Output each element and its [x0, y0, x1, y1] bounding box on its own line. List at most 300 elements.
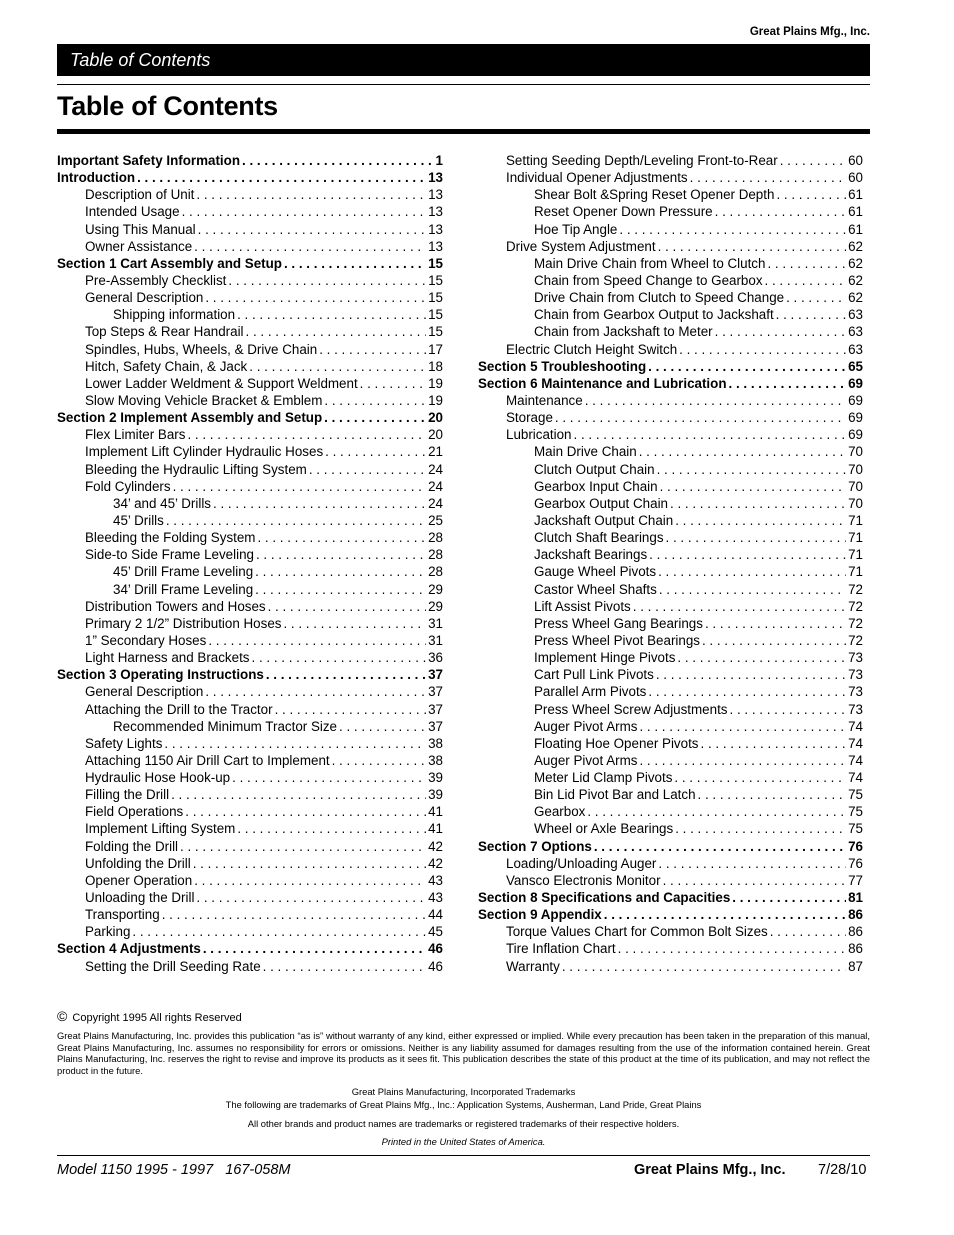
toc-entry-title: Section 2 Implement Assembly and Setup	[57, 410, 323, 426]
toc-leader-dots	[765, 273, 847, 288]
toc-entry-page: 74	[848, 770, 863, 786]
toc-entry[interactable]	[57, 959, 443, 976]
toc-leader-dots	[675, 821, 846, 836]
toc-leader-dots	[658, 239, 847, 254]
toc-entry[interactable]	[57, 753, 443, 770]
toc-entry-title: Folding the Drill	[85, 838, 179, 854]
toc-entry-page: 60	[848, 153, 863, 168]
toc-leader-dots	[266, 667, 426, 682]
toc-entry[interactable]	[57, 324, 443, 341]
toc-entry[interactable]	[57, 462, 443, 479]
toc-leader-dots	[656, 667, 846, 682]
toc-entry-page: 15	[428, 307, 443, 323]
toc-entry[interactable]	[478, 427, 863, 444]
toc-entry-page: 72	[848, 598, 863, 614]
toc-entry-page: 87	[848, 958, 863, 974]
toc-leader-dots	[786, 290, 846, 305]
toc-entry-title: Lift Assist Pivots	[534, 598, 631, 614]
toc-entry-title: Slow Moving Vehicle Bracket & Emblem	[85, 392, 323, 408]
toc-entry-page: 70	[848, 461, 863, 477]
toc-entry[interactable]	[478, 410, 863, 427]
toc-entry[interactable]	[478, 256, 863, 273]
toc-entry[interactable]	[478, 821, 863, 838]
toc-leader-dots	[585, 393, 846, 408]
toc-entry-title: Gearbox	[534, 804, 586, 820]
toc-entry[interactable]	[478, 839, 863, 856]
toc-entry-page: 69	[848, 375, 863, 391]
footer-date: 7/28/10	[818, 1162, 867, 1178]
toc-entry[interactable]	[478, 804, 863, 821]
toc-entry-title: Wheel or Axle Bearings	[534, 821, 674, 837]
toc-entry-title: Transporting	[85, 907, 160, 923]
toc-entry-title: Section 3 Operating Instructions	[57, 667, 264, 683]
toc-entry-page: 45	[428, 924, 443, 940]
toc-entry[interactable]	[57, 599, 443, 616]
toc-leader-dots	[705, 616, 846, 631]
toc-entry-title: Field Operations	[85, 804, 184, 820]
toc-entry-page: 70	[848, 478, 863, 494]
toc-entry-title: Section 7 Options	[478, 838, 592, 854]
toc-entry[interactable]	[478, 513, 863, 530]
toc-entry[interactable]	[478, 479, 863, 496]
toc-entry-page: 70	[848, 495, 863, 511]
toc-entry-title: Attaching the Drill to the Tractor	[85, 701, 273, 717]
toc-entry[interactable]	[478, 719, 863, 736]
toc-entry-title: Auger Pivot Arms	[534, 718, 638, 734]
toc-entry[interactable]	[57, 736, 443, 753]
toc-entry-page: 38	[428, 752, 443, 768]
toc-leader-dots	[171, 787, 426, 802]
toc-leader-dots	[284, 256, 426, 271]
toc-entry-title: Bleeding the Hydraulic Lifting System	[85, 461, 307, 477]
toc-entry[interactable]	[57, 359, 443, 376]
toc-entry-title: Hoe Tip Angle	[534, 221, 618, 237]
toc-entry-page: 17	[428, 341, 443, 357]
toc-entry-title: Unfolding the Drill	[85, 855, 191, 871]
toc-entry-page: 28	[428, 564, 443, 580]
toc-entry[interactable]	[478, 324, 863, 341]
toc-entry-title: Section 9 Appendix	[478, 907, 602, 923]
toc-entry-title: Main Drive Chain from Wheel to Clutch	[534, 255, 766, 271]
toc-entry[interactable]	[478, 530, 863, 547]
toc-entry-page: 69	[848, 427, 863, 443]
toc-entry[interactable]	[478, 616, 863, 633]
toc-entry[interactable]	[478, 342, 863, 359]
toc-entry-page: 15	[428, 324, 443, 340]
toc-entry-page: 31	[428, 615, 443, 631]
toc-entry[interactable]	[478, 924, 863, 941]
toc-entry-title: Implement Lifting System	[85, 821, 236, 837]
toc-entry[interactable]	[57, 924, 443, 941]
toc-entry-title: Description of Unit	[85, 187, 195, 203]
toc-entry[interactable]	[57, 582, 443, 599]
toc-entry-title: Primary 2 1/2” Distribution Hoses	[85, 615, 282, 631]
toc-leader-dots	[670, 496, 846, 511]
toc-entry-page: 77	[848, 872, 863, 888]
trademarks-list: The following are trademarks of Great Plains Mfg., Inc.: Application Systems, Ausherman, Land Pride, Great Plains	[225, 1099, 702, 1110]
toc-leader-dots	[332, 753, 426, 768]
toc-entry-page: 73	[848, 684, 863, 700]
toc-entry-page: 46	[428, 941, 443, 957]
toc-entry[interactable]	[57, 650, 443, 667]
toc-entry-title: Important Safety Information	[57, 153, 241, 168]
toc-leader-dots	[232, 770, 426, 785]
toc-entry[interactable]	[478, 187, 863, 204]
toc-entry[interactable]	[478, 273, 863, 290]
toc-entry[interactable]	[478, 702, 863, 719]
toc-entry[interactable]	[478, 873, 863, 890]
toc-entry-title: General Description	[85, 290, 204, 306]
copyright-notice	[57, 1008, 242, 1024]
toc-entry-page: 69	[848, 392, 863, 408]
toc-leader-dots	[242, 153, 434, 168]
toc-entry[interactable]	[478, 359, 863, 376]
toc-entry-page: 61	[848, 221, 863, 237]
toc-leader-dots	[674, 770, 846, 785]
toc-entry-title: Jackshaft Output Chain	[534, 512, 674, 528]
toc-entry[interactable]	[57, 667, 443, 684]
toc-entry[interactable]	[57, 273, 443, 290]
toc-entry[interactable]	[57, 513, 443, 530]
toc-entry-page: 44	[428, 907, 443, 923]
toc-entry[interactable]	[478, 684, 863, 701]
toc-entry-page: 42	[428, 838, 443, 854]
toc-entry[interactable]	[478, 496, 863, 513]
toc-entry-title: Clutch Output Chain	[534, 461, 655, 477]
toc-entry-page: 38	[428, 735, 443, 751]
toc-entry[interactable]	[57, 564, 443, 581]
toc-entry-title: 34’ Drill Frame Leveling	[113, 581, 254, 597]
toc-entry-title: Torque Values Chart for Common Bolt Sizes	[506, 924, 768, 940]
toc-entry[interactable]	[57, 719, 443, 736]
toc-entry-title: Auger Pivot Arms	[534, 752, 638, 768]
toc-leader-dots	[587, 804, 846, 819]
toc-entry[interactable]	[57, 941, 443, 958]
toc-right-column	[478, 153, 863, 976]
toc-entry-page: 29	[428, 598, 443, 614]
toc-entry-page: 42	[428, 855, 443, 871]
toc-entry[interactable]	[478, 307, 863, 324]
toc-entry-page: 63	[848, 341, 863, 357]
toc-entry[interactable]	[57, 222, 443, 239]
toc-leader-dots	[659, 582, 846, 597]
toc-entry-page: 13	[428, 204, 443, 220]
toc-entry[interactable]	[57, 410, 443, 427]
toc-entry-title: Parking	[85, 924, 131, 940]
toc-entry-title: Press Wheel Screw Adjustments	[534, 701, 728, 717]
toc-entry-title: Light Harness and Brackets	[85, 650, 250, 666]
toc-entry[interactable]	[478, 890, 863, 907]
toc-entry-page: 24	[428, 495, 443, 511]
toc-entry-title: 1” Secondary Hoses	[85, 632, 207, 648]
trademarks-heading: Great Plains Manufacturing, Incorporated Trademarks	[351, 1086, 576, 1097]
toc-entry[interactable]	[478, 462, 863, 479]
toc-leader-dots	[182, 204, 427, 219]
toc-entry-title: Lubrication	[506, 427, 572, 443]
printed-note: Printed in the United States of America.	[381, 1136, 546, 1147]
toc-leader-dots	[657, 462, 847, 477]
toc-entry[interactable]	[57, 393, 443, 410]
toc-entry-page: 29	[428, 581, 443, 597]
toc-entry-page: 74	[848, 752, 863, 768]
toc-entry[interactable]	[57, 633, 443, 650]
toc-entry-title: Filling the Drill	[85, 787, 170, 803]
toc-entry[interactable]	[478, 633, 863, 650]
toc-entry-page: 13	[428, 187, 443, 203]
toc-leader-dots	[776, 307, 846, 322]
toc-entry-title: Setting Seeding Depth/Leveling Front-to-Rear	[506, 153, 778, 168]
toc-entry[interactable]	[478, 907, 863, 924]
toc-entry-page: 19	[428, 392, 443, 408]
toc-entry-title: Chain from Gearbox Output to Jackshaft	[534, 307, 774, 323]
toc-entry[interactable]	[57, 770, 443, 787]
toc-entry-title: Using This Manual	[85, 221, 196, 237]
toc-entry-title: Parallel Arm Pivots	[534, 684, 647, 700]
toc-entry-page: 43	[428, 872, 443, 888]
toc-leader-dots	[663, 873, 847, 888]
toc-leader-dots	[180, 839, 426, 854]
toc-entry-title: Section 5 Troubleshooting	[478, 358, 647, 374]
toc-leader-dots	[198, 222, 426, 237]
toc-entry-title: Gearbox Input Chain	[534, 478, 658, 494]
toc-entry-title: General Description	[85, 684, 204, 700]
toc-entry[interactable]	[57, 907, 443, 924]
toc-entry[interactable]	[478, 650, 863, 667]
toc-leader-dots	[648, 359, 846, 374]
toc-entry[interactable]	[57, 187, 443, 204]
toc-entry-title: Press Wheel Gang Bearings	[534, 615, 703, 631]
toc-entry-title: Maintenance	[506, 392, 583, 408]
divider-line	[57, 84, 870, 85]
toc-entry[interactable]	[57, 856, 443, 873]
toc-leader-dots	[268, 599, 426, 614]
header-company: Great Plains Mfg., Inc.	[749, 26, 870, 38]
toc-entry-title: Introduction	[57, 170, 136, 186]
toc-entry-page: 15	[428, 255, 443, 271]
toc-entry-title: 45’ Drills	[113, 512, 164, 528]
toc-entry[interactable]	[57, 479, 443, 496]
toc-entry-title: Shear Bolt &Spring Reset Opener Depth	[534, 187, 775, 203]
toc-leader-dots	[275, 702, 427, 717]
toc-entry[interactable]	[57, 547, 443, 564]
toc-entry-page: 20	[428, 427, 443, 443]
toc-entry-title: Owner Assistance	[85, 238, 193, 254]
section-banner: Table of Contents	[57, 44, 870, 76]
toc-entry[interactable]	[478, 290, 863, 307]
toc-entry[interactable]	[57, 376, 443, 393]
toc-leader-dots	[132, 924, 426, 939]
toc-entry-page: 73	[848, 667, 863, 683]
toc-entry-page: 13	[428, 170, 443, 186]
toc-leader-dots	[618, 941, 846, 956]
toc-entry-page: 15	[428, 290, 443, 306]
toc-entry-title: Fold Cylinders	[85, 478, 171, 494]
toc-entry[interactable]	[478, 770, 863, 787]
toc-entry[interactable]	[57, 839, 443, 856]
toc-entry[interactable]	[478, 376, 863, 393]
toc-entry[interactable]	[57, 684, 443, 701]
toc-entry[interactable]	[478, 959, 863, 976]
toc-leader-dots	[187, 427, 426, 442]
toc-entry[interactable]	[478, 444, 863, 461]
toc-entry-page: 70	[848, 444, 863, 460]
toc-leader-dots	[660, 479, 847, 494]
toc-entry-page: 19	[428, 375, 443, 391]
toc-entry[interactable]	[478, 787, 863, 804]
toc-leader-dots	[574, 427, 847, 442]
toc-entry[interactable]	[57, 427, 443, 444]
toc-entry[interactable]	[57, 530, 443, 547]
toc-entry[interactable]	[57, 821, 443, 838]
toc-entry-page: 39	[428, 787, 443, 803]
toc-entry-title: Gauge Wheel Pivots	[534, 564, 657, 580]
toc-entry-title: Cart Pull Link Pivots	[534, 667, 654, 683]
toc-leader-dots	[679, 342, 846, 357]
toc-entry[interactable]	[57, 496, 443, 513]
toc-entry-page: 71	[848, 547, 863, 563]
toc-entry-title: Implement Hinge Pivots	[534, 650, 676, 666]
toc-leader-dots	[237, 821, 426, 836]
toc-leader-dots	[249, 359, 426, 374]
toc-entry[interactable]	[57, 153, 443, 170]
toc-entry[interactable]	[57, 873, 443, 890]
toc-leader-dots	[715, 324, 846, 339]
toc-entry-title: Reset Opener Down Pressure	[534, 204, 713, 220]
toc-entry[interactable]	[57, 890, 443, 907]
toc-leader-dots	[633, 599, 846, 614]
toc-leader-dots	[562, 959, 846, 974]
toc-entry[interactable]	[478, 667, 863, 684]
toc-leader-dots	[339, 719, 426, 734]
toc-entry[interactable]	[478, 753, 863, 770]
toc-entry-page: 86	[848, 924, 863, 940]
footer-model: Model 1150 1995 - 1997 167-058M	[57, 1162, 291, 1178]
disclaimer-text: Great Plains Manufacturing, Inc. provides this publication “as is” without warranty of any kind, either expressed or implied. While every precaution has been taken in the preparation of this manual, Great Plains Manufacturing, Inc. assumes no responsibility for errors or omissions. Neither is any liability assumed for damages resulting from the use of the information contained herein. Great Plains Manufacturing, Inc. reserves the right to revise and improve its products as it sees fit. This publication describes the state of this product at the time of its publication, and may not reflect the product in the future.	[57, 1030, 870, 1076]
toc-entry-title: Top Steps & Rear Handrail	[85, 324, 244, 340]
toc-leader-dots	[324, 410, 426, 425]
toc-entry-title: Flex Limiter Bars	[85, 427, 186, 443]
toc-entry-page: 71	[848, 512, 863, 528]
toc-leader-dots	[767, 256, 846, 271]
toc-entry-title: Press Wheel Pivot Bearings	[534, 632, 700, 648]
toc-leader-dots	[196, 187, 426, 202]
toc-entry[interactable]	[478, 736, 863, 753]
toc-leader-dots	[639, 719, 846, 734]
toc-entry-title: Main Drive Chain	[534, 444, 637, 460]
copyright-symbol: ©	[57, 1008, 68, 1024]
toc-leader-dots	[715, 204, 846, 219]
toc-entry-page: 28	[428, 530, 443, 546]
toc-entry-title: Lower Ladder Weldment & Support Weldment	[85, 375, 358, 391]
toc-leader-dots	[246, 324, 427, 339]
toc-entry[interactable]	[57, 787, 443, 804]
toc-entry-page: 13	[428, 238, 443, 254]
toc-leader-dots	[194, 239, 426, 254]
toc-entry[interactable]	[478, 393, 863, 410]
toc-entry[interactable]	[478, 582, 863, 599]
toc-entry[interactable]	[57, 342, 443, 359]
toc-entry[interactable]	[478, 547, 863, 564]
toc-leader-dots	[252, 650, 427, 665]
toc-entry-title: Meter Lid Clamp Pivots	[534, 770, 673, 786]
toc-entry-page: 86	[848, 907, 863, 923]
toc-entry-page: 62	[848, 272, 863, 288]
toc-entry[interactable]	[57, 239, 443, 256]
toc-entry-title: Spindles, Hubs, Wheels, & Drive Chain	[85, 341, 318, 357]
toc-entry[interactable]	[478, 153, 863, 170]
toc-entry[interactable]	[57, 702, 443, 719]
toc-leader-dots	[205, 684, 426, 699]
toc-entry-page: 46	[428, 958, 443, 974]
toc-entry[interactable]	[478, 239, 863, 256]
toc-leader-dots	[137, 170, 426, 185]
toc-entry-title: Implement Lift Cylinder Hydraulic Hoses	[85, 444, 324, 460]
toc-entry-page: 73	[848, 701, 863, 717]
toc-entry[interactable]	[478, 170, 863, 187]
toc-entry-page: 71	[848, 564, 863, 580]
toc-entry-title: Bin Lid Pivot Bar and Latch	[534, 787, 696, 803]
trademarks-other: All other brands and product names are trademarks or registered trademarks of their respective holders.	[247, 1118, 680, 1129]
toc-entry-page: 74	[848, 718, 863, 734]
toc-leader-dots	[360, 376, 426, 391]
toc-entry[interactable]	[478, 856, 863, 873]
copyright-text: Copyright 1995 All rights Reserved	[72, 1012, 242, 1024]
toc-entry[interactable]	[478, 564, 863, 581]
toc-entry[interactable]	[478, 204, 863, 221]
toc-entry[interactable]	[57, 616, 443, 633]
toc-entry-page: 72	[848, 632, 863, 648]
toc-entry-title: Floating Hoe Opener Pivots	[534, 735, 699, 751]
toc-leader-dots	[658, 564, 846, 579]
toc-entry-title: Opener Operation	[85, 872, 193, 888]
toc-entry-page: 37	[428, 701, 443, 717]
toc-entry[interactable]	[478, 599, 863, 616]
toc-leader-dots	[594, 839, 846, 854]
toc-entry[interactable]	[57, 444, 443, 461]
toc-entry[interactable]	[57, 170, 443, 187]
toc-leader-dots	[203, 941, 426, 956]
toc-leader-dots	[677, 650, 846, 665]
toc-entry[interactable]	[57, 256, 443, 273]
toc-entry-title: Distribution Towers and Hoses	[85, 598, 266, 614]
toc-entry-title: Jackshaft Bearings	[534, 547, 648, 563]
toc-entry-title: Intended Usage	[85, 204, 180, 220]
title-underline	[57, 129, 870, 134]
toc-leader-dots	[732, 890, 846, 905]
toc-entry[interactable]	[57, 204, 443, 221]
toc-leader-dots	[257, 530, 426, 545]
toc-leader-dots	[228, 273, 426, 288]
toc-entry[interactable]	[57, 307, 443, 324]
toc-entry[interactable]	[57, 804, 443, 821]
toc-entry-title: Electric Clutch Height Switch	[506, 341, 678, 357]
toc-entry-page: 41	[428, 821, 443, 837]
toc-leader-dots	[730, 702, 847, 717]
toc-entry-page: 62	[848, 255, 863, 271]
toc-entry-page: 18	[428, 358, 443, 374]
toc-entry-page: 75	[848, 787, 863, 803]
toc-entry[interactable]	[478, 222, 863, 239]
toc-entry[interactable]	[57, 290, 443, 307]
toc-leader-dots	[639, 444, 846, 459]
toc-entry-title: Safety Lights	[85, 735, 163, 751]
toc-entry-page: 20	[428, 410, 443, 426]
toc-leader-dots	[196, 890, 426, 905]
toc-entry[interactable]	[478, 941, 863, 958]
toc-leader-dots	[675, 513, 846, 528]
footer-divider	[57, 1155, 870, 1156]
toc-leader-dots	[658, 856, 846, 871]
